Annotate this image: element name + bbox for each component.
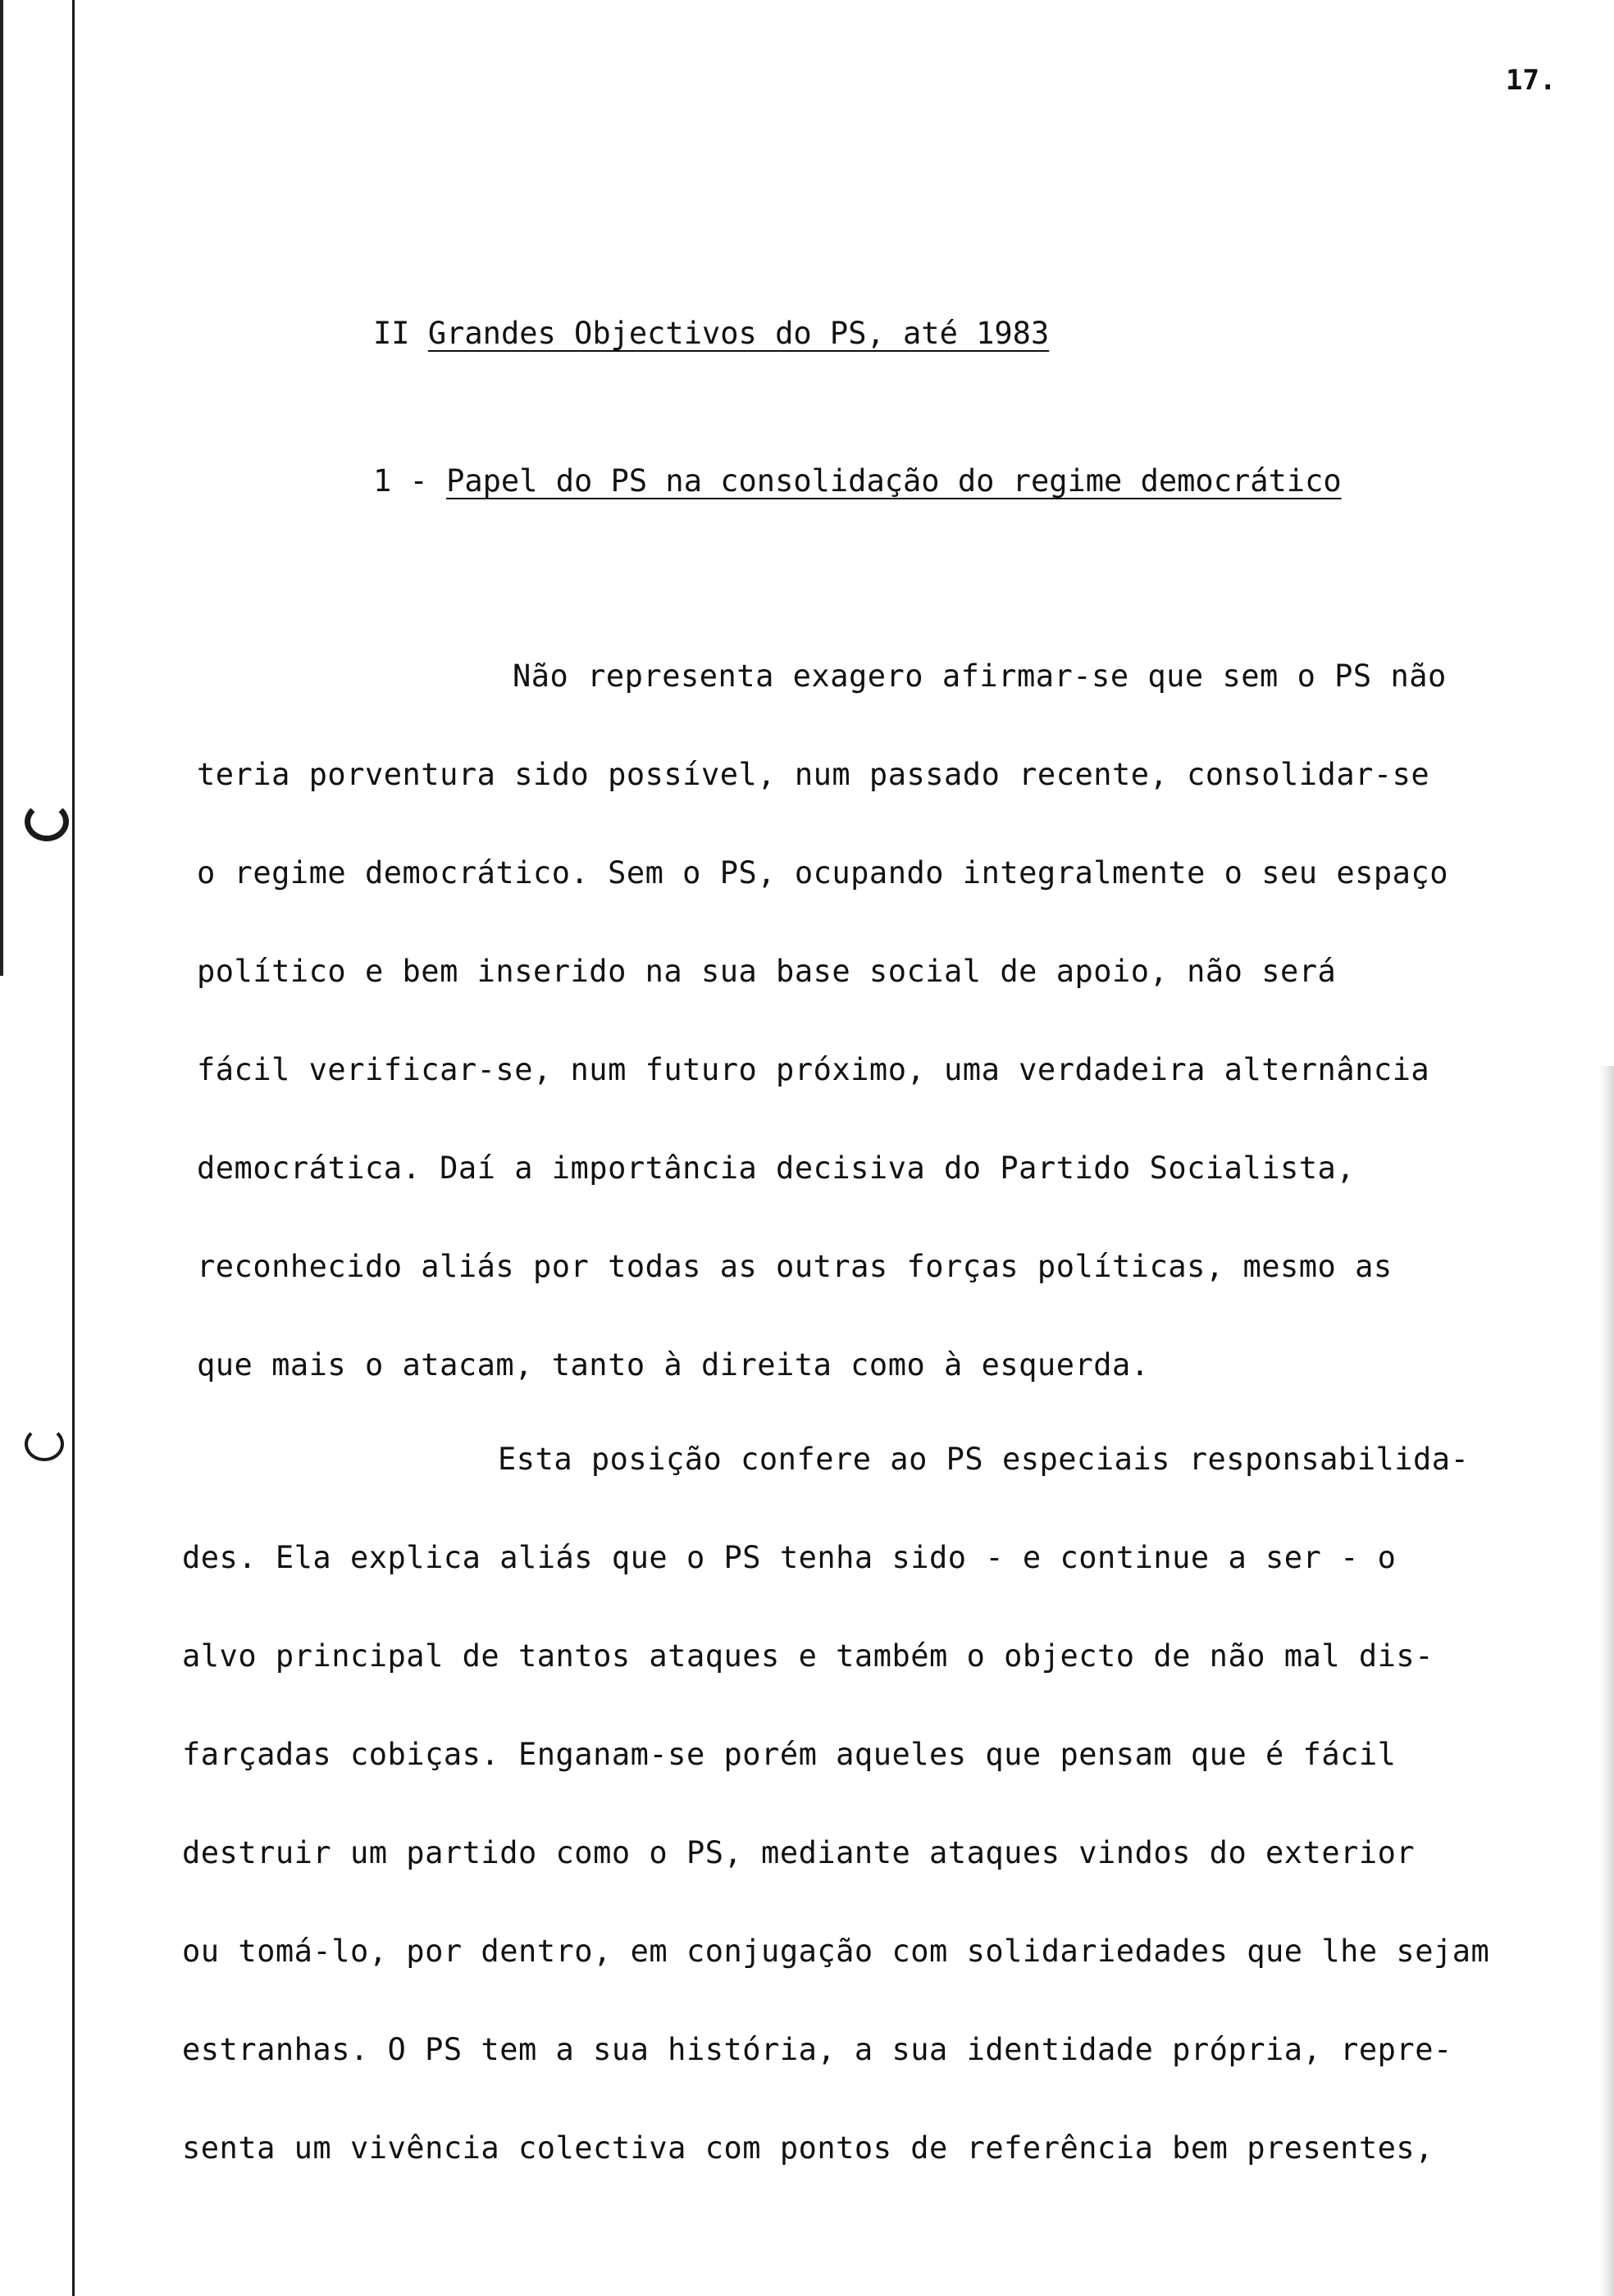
binder-margin-line	[72, 0, 75, 2296]
paragraph-line: senta um vivência colectiva com pontos de referência bem presentes,	[182, 2130, 1434, 2166]
paragraph-line: alvo principal de tantos ataques e também o objecto de não mal dis-	[182, 1638, 1434, 1674]
punch-hole-mark-bottom	[25, 1427, 64, 1461]
scan-edge-shadow	[1599, 1066, 1614, 2296]
paragraph-line: fácil verificar-se, num futuro próximo, uma verdadeira alternância	[197, 1052, 1430, 1087]
paragraph-1	[197, 627, 1448, 1414]
paragraph-line: político e bem inserido na sua base social de apoio, não será	[197, 954, 1337, 989]
paragraph-line: estranhas. O PS tem a sua história, a sua identidade própria, repre-	[182, 2032, 1452, 2067]
section-numeral: II	[373, 316, 410, 351]
section-heading	[373, 316, 1049, 351]
sub-heading-number: 1 -	[373, 463, 428, 499]
punch-hole-mark-top	[25, 802, 69, 841]
paragraph-line: Não representa exagero afirmar-se que sem o PS não	[513, 658, 1447, 694]
paragraph-line: destruir um partido como o PS, mediante ataques vindos do exterior	[182, 1835, 1416, 1870]
paragraph-line: des. Ela explica aliás que o PS tenha sido - e continue a ser - o	[182, 1540, 1397, 1575]
paragraph-2	[182, 1410, 1489, 2198]
scan-edge-strip	[0, 0, 3, 976]
page-number: 17.	[1506, 64, 1557, 97]
paragraph-line: farçadas cobiças. Enganam-se porém aqueles que pensam que é fácil	[182, 1737, 1397, 1772]
paragraph-line: reconhecido aliás por todas as outras forças políticas, mesmo as	[197, 1249, 1393, 1284]
sub-heading	[373, 463, 1342, 499]
paragraph-line: teria porventura sido possível, num passado recente, consolidar-se	[197, 757, 1430, 792]
paragraph-line: Esta posição confere ao PS especiais responsabilida-	[498, 1442, 1470, 1477]
section-title: Grandes Objectivos do PS, até 1983	[427, 316, 1050, 351]
sub-heading-title: Papel do PS na consolidação do regime democrático	[446, 463, 1342, 499]
paragraph-line: o regime democrático. Sem o PS, ocupando integralmente o seu espaço	[197, 855, 1448, 891]
paragraph-line: ou tomá-lo, por dentro, em conjugação com solidariedades que lhe sejam	[182, 1934, 1490, 1969]
paragraph-line: democrática. Daí a importância decisiva do Partido Socialista,	[197, 1150, 1356, 1186]
paragraph-line: que mais o atacam, tanto à direita como à esquerda.	[197, 1347, 1150, 1383]
